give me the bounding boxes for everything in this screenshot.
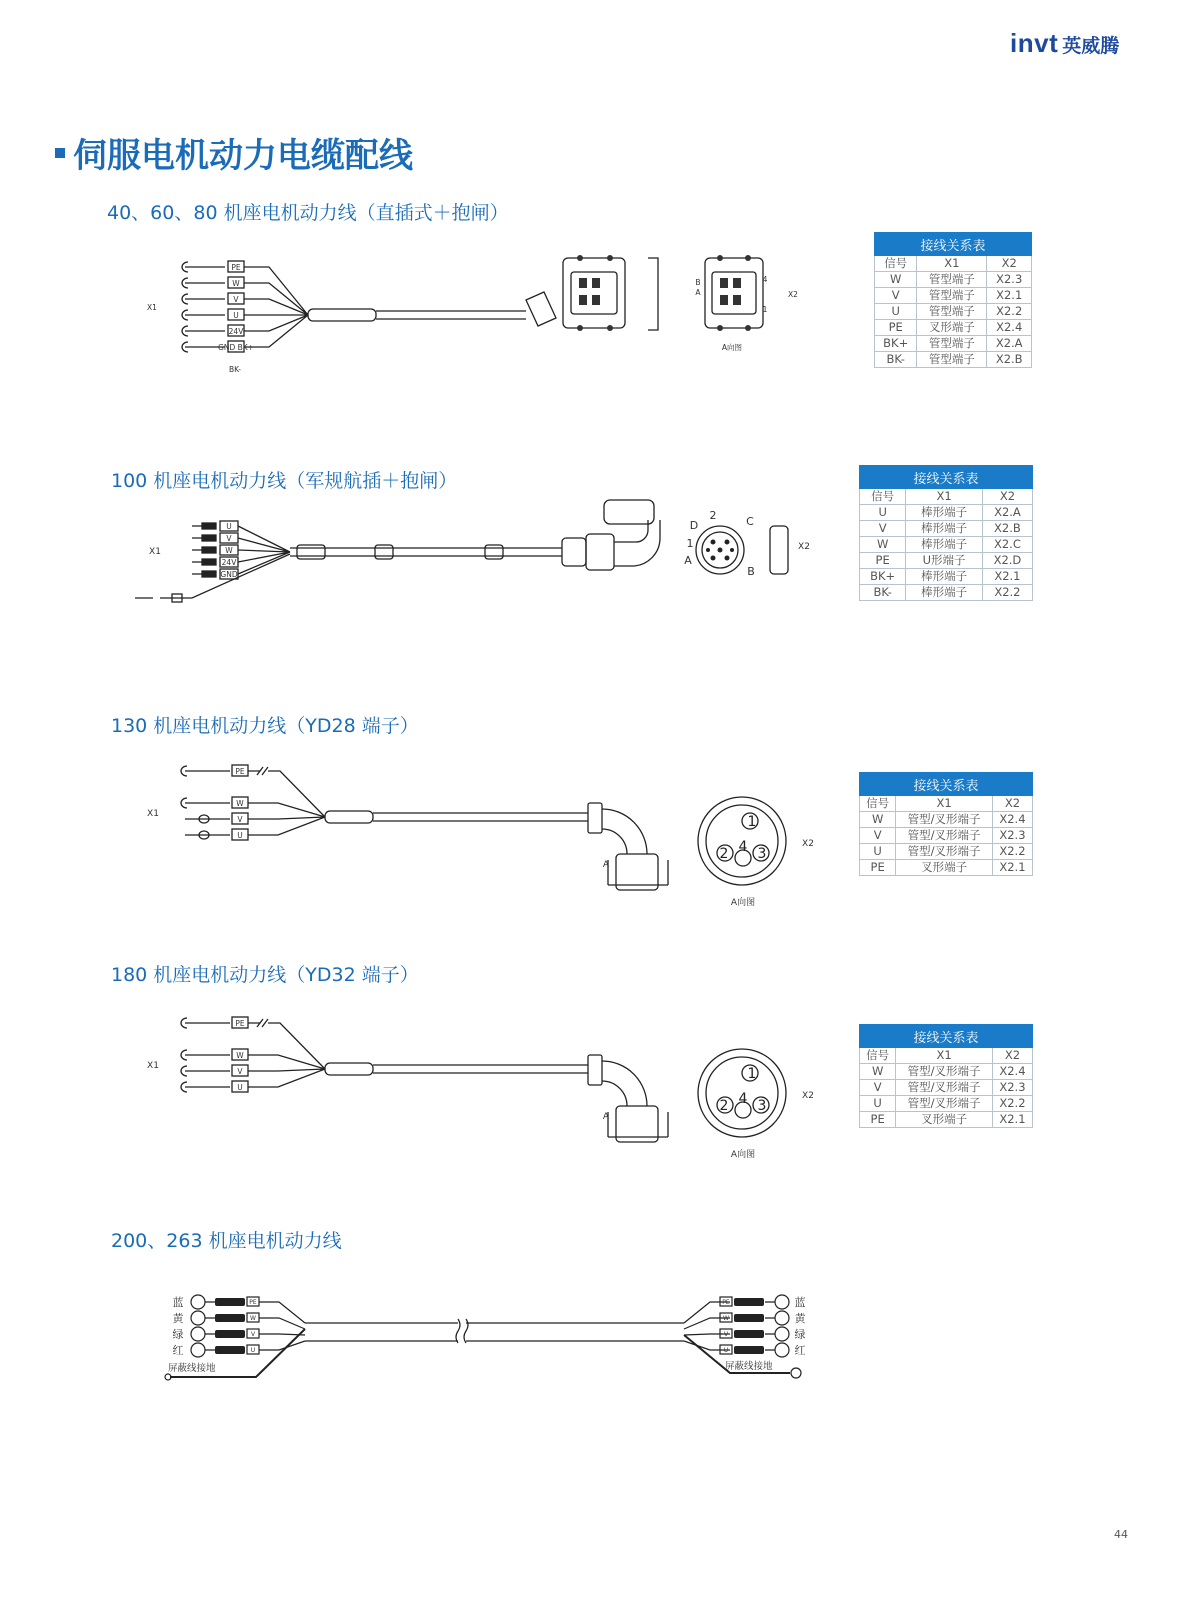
table-cell: X2.2 <box>992 1096 1032 1112</box>
table-cell: U <box>875 304 917 320</box>
color-label: 绿 <box>794 1328 806 1341</box>
shield-label-left: 屏蔽线接地 <box>168 1363 216 1374</box>
pin-label: 1 <box>686 537 694 550</box>
pin-label: 4 <box>738 1091 748 1107</box>
table-cell: 管型/叉形端子 <box>896 1064 993 1080</box>
table-caption: 接线关系表 <box>860 773 1033 796</box>
page-title <box>55 128 413 177</box>
table-cell: 棒形端子 <box>906 505 983 521</box>
arrow-label: A <box>602 1112 610 1122</box>
table-cell: 管型端子 <box>917 304 987 320</box>
pin-label: B <box>695 278 701 287</box>
wire-label: V <box>226 534 232 543</box>
table-header: X1 <box>896 1048 993 1064</box>
wire-label: V <box>237 1067 243 1076</box>
table-cell: U形端子 <box>906 553 983 569</box>
x1-label: X1 <box>149 547 161 557</box>
table-cell: 棒形端子 <box>906 537 983 553</box>
table-cell: PE <box>875 320 917 336</box>
section-title-2: 100 机座电机动力线（军规航插＋抱闸） <box>111 470 458 492</box>
diagram-cable-4 <box>140 1007 830 1167</box>
pin-label: 1 <box>747 814 757 830</box>
table-cell: BK- <box>875 352 917 368</box>
pin-label: 1 <box>747 1066 757 1082</box>
table-cell: U <box>860 844 896 860</box>
table-cell: W <box>860 812 896 828</box>
wire-label: PE <box>249 1299 257 1306</box>
view-label: A向图 <box>721 343 743 352</box>
table-cell: BK- <box>860 585 906 601</box>
table-header: X2 <box>982 489 1032 505</box>
table-header: 信号 <box>860 796 896 812</box>
pin-label: D <box>689 519 699 532</box>
color-label: 蓝 <box>172 1296 184 1309</box>
table-caption: 接线关系表 <box>860 1025 1033 1048</box>
table-caption: 接线关系表 <box>860 466 1033 489</box>
pin-label: 4 <box>762 275 768 284</box>
table-cell: X2.1 <box>992 1112 1032 1128</box>
table-cell: 管型/叉形端子 <box>896 1096 993 1112</box>
table-header: X2 <box>992 1048 1032 1064</box>
table-cell: 管型/叉形端子 <box>896 1080 993 1096</box>
table-cell: X2.2 <box>987 304 1032 320</box>
table-cell: U <box>860 505 906 521</box>
pin-label: B <box>747 565 755 578</box>
wire-label: U <box>723 1347 729 1354</box>
wiring-table-3 <box>859 772 1033 876</box>
table-cell: 管型端子 <box>917 272 987 288</box>
wire-label: W <box>236 1051 244 1060</box>
section-title-5: 200、263 机座电机动力线 <box>111 1230 342 1252</box>
color-label: 黄 <box>794 1312 806 1325</box>
color-label: 黄 <box>172 1312 184 1325</box>
table-cell: 叉形端子 <box>896 1112 993 1128</box>
table-cell: X2.4 <box>992 812 1032 828</box>
wire-label: U <box>237 1083 243 1092</box>
pin-label: 2 <box>709 509 717 522</box>
table-header: X1 <box>896 796 993 812</box>
table-cell: 管型端子 <box>917 288 987 304</box>
wire-label: V <box>723 1331 729 1338</box>
color-label: 红 <box>172 1344 184 1357</box>
table-cell: 管型端子 <box>917 352 987 368</box>
table-header: 信号 <box>875 256 917 272</box>
title-bullet-icon <box>55 148 65 158</box>
table-header: 信号 <box>860 1048 896 1064</box>
table-cell: X2.4 <box>987 320 1032 336</box>
table-cell: X2.3 <box>992 1080 1032 1096</box>
wire-label: W <box>723 1315 729 1322</box>
x2-label: X2 <box>802 1091 814 1101</box>
pin-label: C <box>746 515 754 528</box>
wire-label: W <box>232 279 240 288</box>
wire-label: U <box>237 831 243 840</box>
section-title-4: 180 机座电机动力线（YD32 端子） <box>111 964 419 986</box>
wire-label: V <box>250 1331 256 1338</box>
table-header: X2 <box>992 796 1032 812</box>
table-cell: X2.3 <box>992 828 1032 844</box>
table-cell: X2.D <box>982 553 1032 569</box>
table-cell: X2.B <box>987 352 1032 368</box>
pin-label: 3 <box>757 846 767 862</box>
wire-label: GND <box>220 570 238 579</box>
table-cell: PE <box>860 860 896 876</box>
table-cell: X2.2 <box>992 844 1032 860</box>
section-title-3: 130 机座电机动力线（YD28 端子） <box>111 715 419 737</box>
table-cell: W <box>875 272 917 288</box>
x1-label: X1 <box>147 809 159 819</box>
table-cell: 棒形端子 <box>906 569 983 585</box>
table-cell: X2.1 <box>987 288 1032 304</box>
color-label: 红 <box>794 1344 806 1357</box>
table-header: X1 <box>906 489 983 505</box>
diagram-cable-1 <box>140 240 820 380</box>
wire-label: W <box>236 799 244 808</box>
wire-label: U <box>226 522 232 531</box>
view-label: A向图 <box>730 1150 756 1160</box>
table-cell: PE <box>860 553 906 569</box>
table-cell: W <box>860 537 906 553</box>
invt-logo <box>1010 28 1119 59</box>
table-cell: X2.1 <box>982 569 1032 585</box>
x2-label: X2 <box>798 542 810 552</box>
x1-label: X1 <box>147 303 157 312</box>
x2-label: X2 <box>788 290 798 299</box>
table-cell: 棒形端子 <box>906 585 983 601</box>
table-cell: X2.C <box>982 537 1032 553</box>
table-cell: BK+ <box>860 569 906 585</box>
shield-label-right: 屏蔽线接地 <box>725 1361 773 1372</box>
wiring-table-1 <box>874 232 1032 368</box>
table-cell: 叉形端子 <box>896 860 993 876</box>
table-header: X2 <box>987 256 1032 272</box>
table-cell: 管型/叉形端子 <box>896 828 993 844</box>
wire-label: W <box>250 1315 256 1322</box>
wire-label: 24V <box>221 558 237 567</box>
table-cell: X2.2 <box>982 585 1032 601</box>
diagram-cable-5 <box>160 1285 820 1395</box>
table-cell: 管型/叉形端子 <box>896 844 993 860</box>
table-cell: 管型/叉形端子 <box>896 812 993 828</box>
logo-name-cn: 英威腾 <box>1062 35 1120 57</box>
x1-label: X1 <box>147 1061 159 1071</box>
table-cell: X2.4 <box>992 1064 1032 1080</box>
table-cell: X2.1 <box>992 860 1032 876</box>
color-label: 绿 <box>172 1328 184 1341</box>
table-cell: W <box>860 1064 896 1080</box>
pin-label: 4 <box>738 839 748 855</box>
color-label: 蓝 <box>794 1296 806 1309</box>
pin-label: A <box>695 288 701 297</box>
table-cell: BK+ <box>875 336 917 352</box>
table-cell: 棒形端子 <box>906 521 983 537</box>
wiring-table-2 <box>859 465 1033 601</box>
wiring-table-4 <box>859 1024 1033 1128</box>
table-cell: X2.A <box>982 505 1032 521</box>
wire-label: GND BK+ <box>218 343 254 352</box>
table-cell: X2.A <box>987 336 1032 352</box>
wire-label: W <box>225 546 233 555</box>
page-number: 44 <box>1114 1528 1128 1541</box>
pin-label: 2 <box>719 1098 729 1114</box>
wire-label: U <box>233 311 239 320</box>
table-cell: 管型端子 <box>917 336 987 352</box>
pin-label: 3 <box>757 1098 767 1114</box>
table-cell: U <box>860 1096 896 1112</box>
table-caption: 接线关系表 <box>875 233 1032 256</box>
pin-label: A <box>684 554 692 567</box>
table-cell: PE <box>860 1112 896 1128</box>
pin-label: 2 <box>719 846 729 862</box>
wire-label: PE <box>235 1019 245 1028</box>
pin-label: 1 <box>762 305 768 314</box>
bk-label: BK- <box>229 365 241 374</box>
table-cell: V <box>860 1080 896 1096</box>
wire-label: V <box>237 815 243 824</box>
wire-label: PE <box>235 767 245 776</box>
table-cell: X2.3 <box>987 272 1032 288</box>
table-cell: V <box>875 288 917 304</box>
table-header: 信号 <box>860 489 906 505</box>
view-label: A向图 <box>730 898 756 908</box>
wire-label: V <box>233 295 239 304</box>
table-cell: 叉形端子 <box>917 320 987 336</box>
logo-brand: invt <box>1010 28 1059 58</box>
x2-label: X2 <box>802 839 814 849</box>
wire-label: PE <box>722 1299 730 1306</box>
wire-label: PE <box>231 263 241 272</box>
section-title-1: 40、60、80 机座电机动力线（直插式＋抱闸） <box>107 202 509 224</box>
diagram-cable-3 <box>140 755 830 915</box>
table-cell: V <box>860 828 896 844</box>
wire-label: U <box>250 1347 256 1354</box>
table-cell: X2.B <box>982 521 1032 537</box>
arrow-label: A <box>602 860 610 870</box>
diagram-cable-2 <box>130 490 820 620</box>
wire-label: 24V <box>228 327 244 336</box>
page-title-text: 伺服电机动力电缆配线 <box>73 136 413 176</box>
table-header: X1 <box>917 256 987 272</box>
table-cell: V <box>860 521 906 537</box>
